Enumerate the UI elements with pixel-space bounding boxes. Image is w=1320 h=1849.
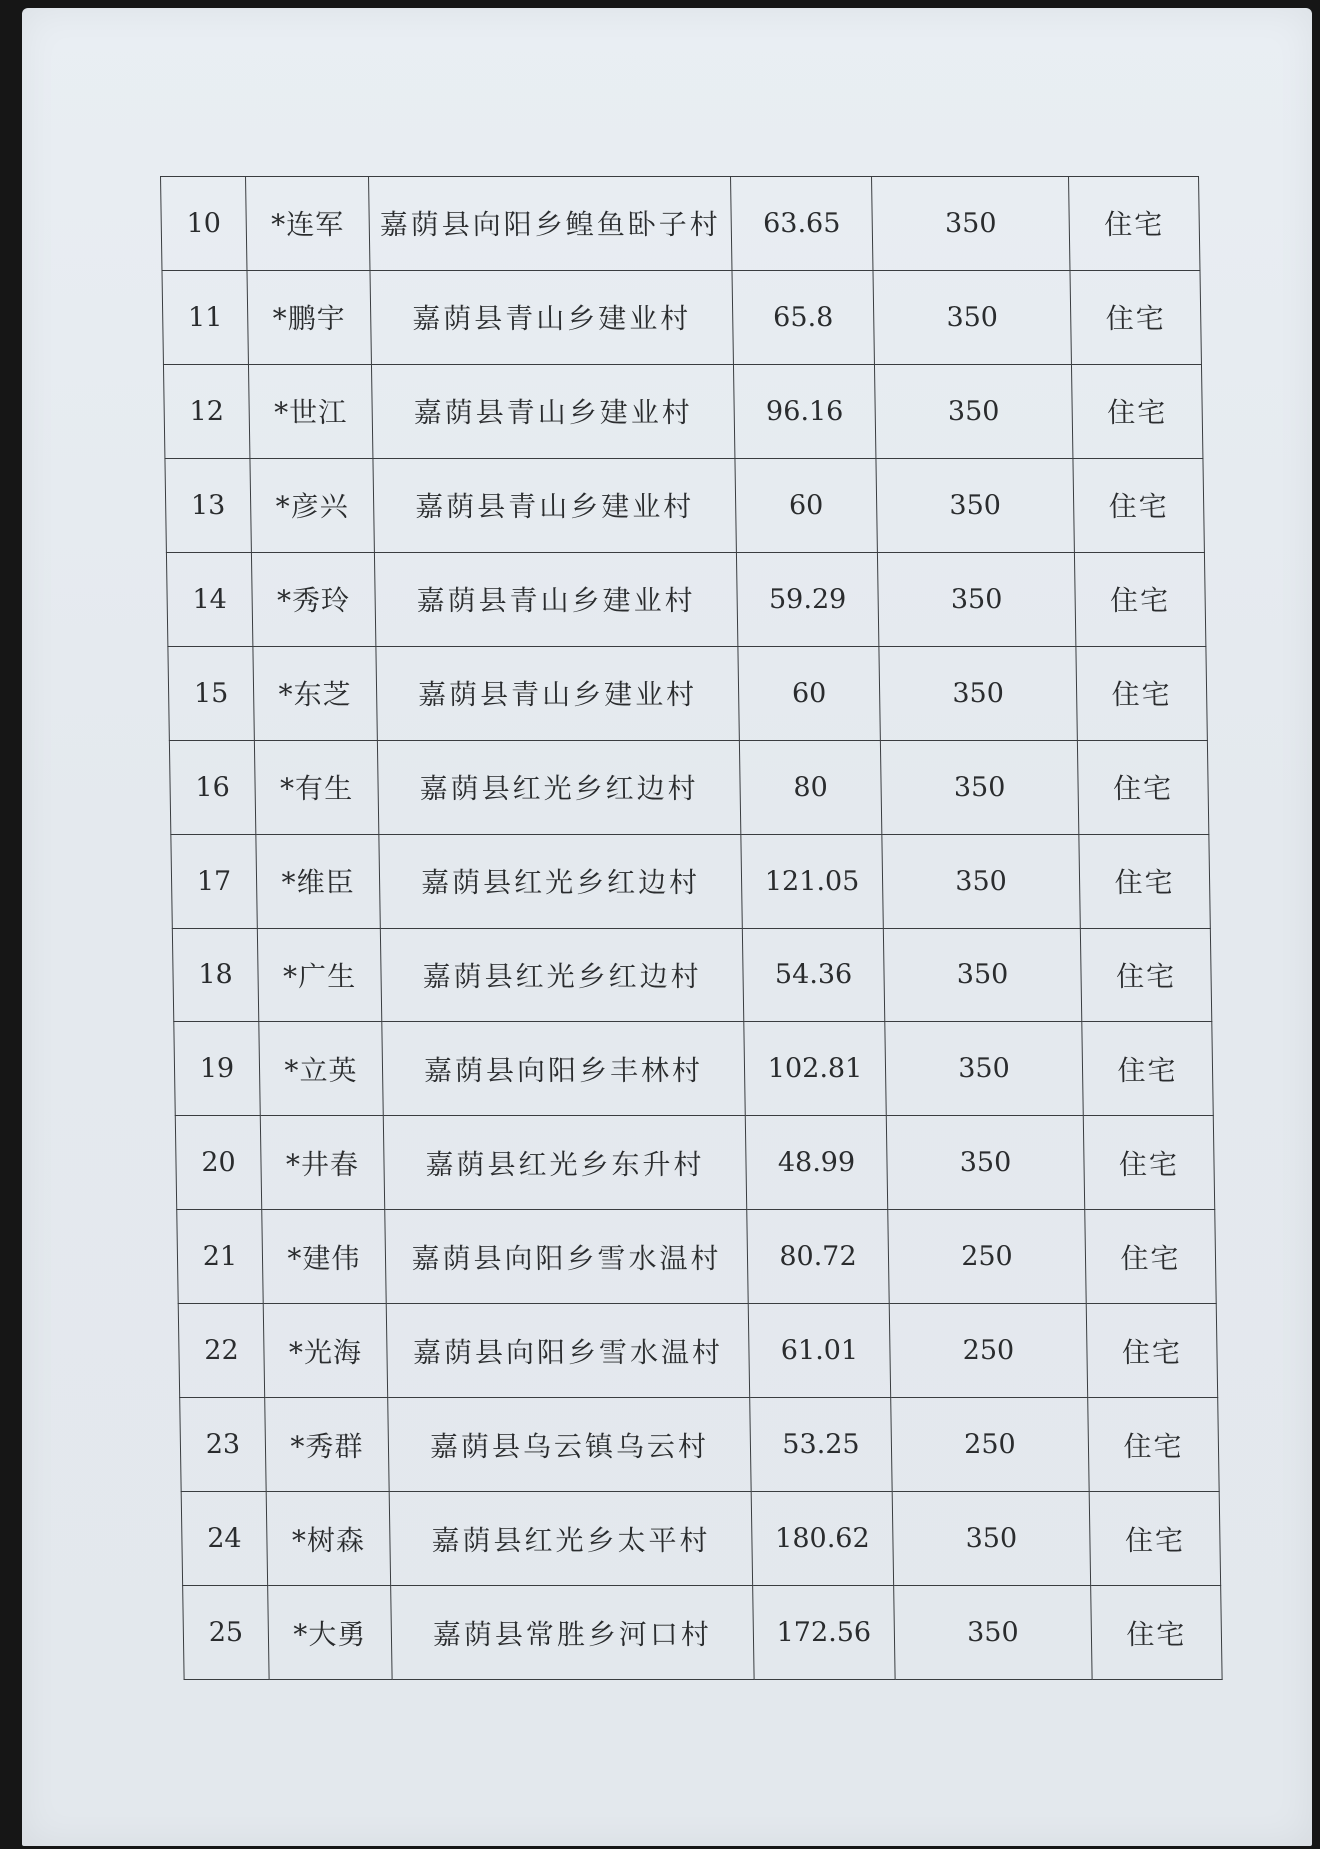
price-cell: 250 — [891, 1398, 1089, 1492]
address-cell: 嘉荫县红光乡红边村 — [379, 834, 742, 928]
price-cell: 350 — [880, 740, 1078, 834]
row-number-cell: 14 — [166, 552, 252, 646]
area-cell: 53.25 — [750, 1398, 892, 1492]
usage-cell: 住宅 — [1080, 928, 1211, 1022]
row-number-cell: 24 — [181, 1492, 267, 1586]
name-cell: *连军 — [246, 177, 370, 271]
name-cell: *立英 — [259, 1022, 383, 1116]
row-number-cell: 21 — [177, 1210, 263, 1304]
name-cell: *鹏宇 — [247, 270, 371, 364]
usage-cell: 住宅 — [1071, 364, 1202, 458]
name-cell: *大勇 — [268, 1586, 392, 1680]
address-cell: 嘉荫县青山乡建业村 — [371, 364, 734, 458]
usage-cell: 住宅 — [1089, 1492, 1220, 1586]
row-number-cell: 13 — [165, 458, 251, 552]
address-cell: 嘉荫县红光乡东升村 — [383, 1116, 746, 1210]
price-cell: 350 — [883, 928, 1081, 1022]
price-cell: 350 — [885, 1022, 1083, 1116]
usage-cell: 住宅 — [1074, 552, 1205, 646]
area-cell: 80 — [739, 740, 881, 834]
table-row — [165, 458, 1204, 552]
area-cell: 172.56 — [753, 1586, 895, 1680]
address-cell: 嘉荫县红光乡红边村 — [380, 928, 743, 1022]
address-cell: 嘉荫县青山乡建业村 — [373, 458, 736, 552]
row-number-cell: 25 — [183, 1586, 269, 1680]
price-cell: 350 — [894, 1586, 1092, 1680]
area-cell: 65.8 — [732, 270, 874, 364]
name-cell: *广生 — [257, 928, 381, 1022]
name-cell: *建伟 — [262, 1210, 386, 1304]
usage-cell: 住宅 — [1070, 270, 1201, 364]
area-cell: 180.62 — [751, 1492, 893, 1586]
price-cell: 350 — [882, 834, 1080, 928]
paper-sheet — [22, 8, 1312, 1846]
area-cell: 60 — [738, 646, 880, 740]
name-cell: *世江 — [248, 364, 372, 458]
table-row — [172, 928, 1211, 1022]
table-row — [183, 1586, 1222, 1680]
address-cell: 嘉荫县向阳乡丰林村 — [382, 1022, 745, 1116]
price-cell: 350 — [877, 552, 1075, 646]
area-cell: 96.16 — [733, 364, 875, 458]
address-cell: 嘉荫县红光乡红边村 — [377, 740, 740, 834]
usage-cell: 住宅 — [1076, 646, 1207, 740]
price-cell: 350 — [872, 177, 1070, 271]
area-cell: 59.29 — [736, 552, 878, 646]
row-number-cell: 19 — [174, 1022, 260, 1116]
area-cell: 80.72 — [747, 1210, 889, 1304]
address-cell: 嘉荫县青山乡建业村 — [376, 646, 739, 740]
address-cell: 嘉荫县青山乡建业村 — [374, 552, 737, 646]
area-cell: 102.81 — [744, 1022, 886, 1116]
name-cell: *维臣 — [256, 834, 380, 928]
area-cell: 63.65 — [731, 177, 873, 271]
address-cell: 嘉荫县红光乡太平村 — [389, 1492, 752, 1586]
row-number-cell: 12 — [163, 364, 249, 458]
table-row — [178, 1304, 1217, 1398]
price-cell: 250 — [888, 1210, 1086, 1304]
area-cell: 121.05 — [741, 834, 883, 928]
address-cell: 嘉荫县常胜乡河口村 — [391, 1586, 754, 1680]
usage-cell: 住宅 — [1085, 1210, 1216, 1304]
table-row — [177, 1210, 1216, 1304]
table-row — [181, 1492, 1220, 1586]
data-table — [160, 176, 1223, 1680]
row-number-cell: 20 — [175, 1116, 261, 1210]
usage-cell: 住宅 — [1077, 740, 1208, 834]
name-cell: *光海 — [263, 1304, 387, 1398]
area-cell: 60 — [735, 458, 877, 552]
row-number-cell: 16 — [169, 740, 255, 834]
usage-cell: 住宅 — [1083, 1116, 1214, 1210]
usage-cell: 住宅 — [1069, 177, 1200, 271]
row-number-cell: 15 — [168, 646, 254, 740]
area-cell: 54.36 — [742, 928, 884, 1022]
name-cell: *秀群 — [265, 1398, 389, 1492]
table-row — [163, 364, 1202, 458]
name-cell: *树森 — [266, 1492, 390, 1586]
table-container — [160, 176, 1222, 1680]
price-cell: 350 — [876, 458, 1074, 552]
price-cell: 350 — [873, 270, 1071, 364]
name-cell: *井春 — [260, 1116, 384, 1210]
address-cell: 嘉荫县青山乡建业村 — [370, 270, 733, 364]
price-cell: 350 — [879, 646, 1077, 740]
address-cell: 嘉荫县向阳乡鳇鱼卧子村 — [369, 177, 732, 271]
row-number-cell: 17 — [171, 834, 257, 928]
usage-cell: 住宅 — [1088, 1398, 1219, 1492]
table-row — [161, 177, 1200, 271]
usage-cell: 住宅 — [1082, 1022, 1213, 1116]
usage-cell: 住宅 — [1086, 1304, 1217, 1398]
table-row — [169, 740, 1208, 834]
price-cell: 350 — [886, 1116, 1084, 1210]
name-cell: *秀玲 — [251, 552, 375, 646]
table-body — [161, 177, 1223, 1680]
table-row — [175, 1116, 1214, 1210]
area-cell: 48.99 — [745, 1116, 887, 1210]
price-cell: 250 — [889, 1304, 1087, 1398]
address-cell: 嘉荫县向阳乡雪水温村 — [386, 1304, 749, 1398]
table-row — [174, 1022, 1213, 1116]
usage-cell: 住宅 — [1073, 458, 1204, 552]
table-row — [166, 552, 1205, 646]
name-cell: *有生 — [254, 740, 378, 834]
table-row — [171, 834, 1210, 928]
area-cell: 61.01 — [748, 1304, 890, 1398]
row-number-cell: 18 — [172, 928, 258, 1022]
row-number-cell: 23 — [180, 1398, 266, 1492]
row-number-cell: 22 — [178, 1304, 264, 1398]
price-cell: 350 — [892, 1492, 1090, 1586]
address-cell: 嘉荫县乌云镇乌云村 — [388, 1398, 751, 1492]
row-number-cell: 10 — [161, 177, 247, 271]
table-row — [168, 646, 1207, 740]
row-number-cell: 11 — [162, 270, 248, 364]
price-cell: 350 — [874, 364, 1072, 458]
address-cell: 嘉荫县向阳乡雪水温村 — [385, 1210, 748, 1304]
table-row — [180, 1398, 1219, 1492]
table-row — [162, 270, 1201, 364]
usage-cell: 住宅 — [1091, 1586, 1222, 1680]
usage-cell: 住宅 — [1079, 834, 1210, 928]
name-cell: *彦兴 — [250, 458, 374, 552]
name-cell: *东芝 — [253, 646, 377, 740]
